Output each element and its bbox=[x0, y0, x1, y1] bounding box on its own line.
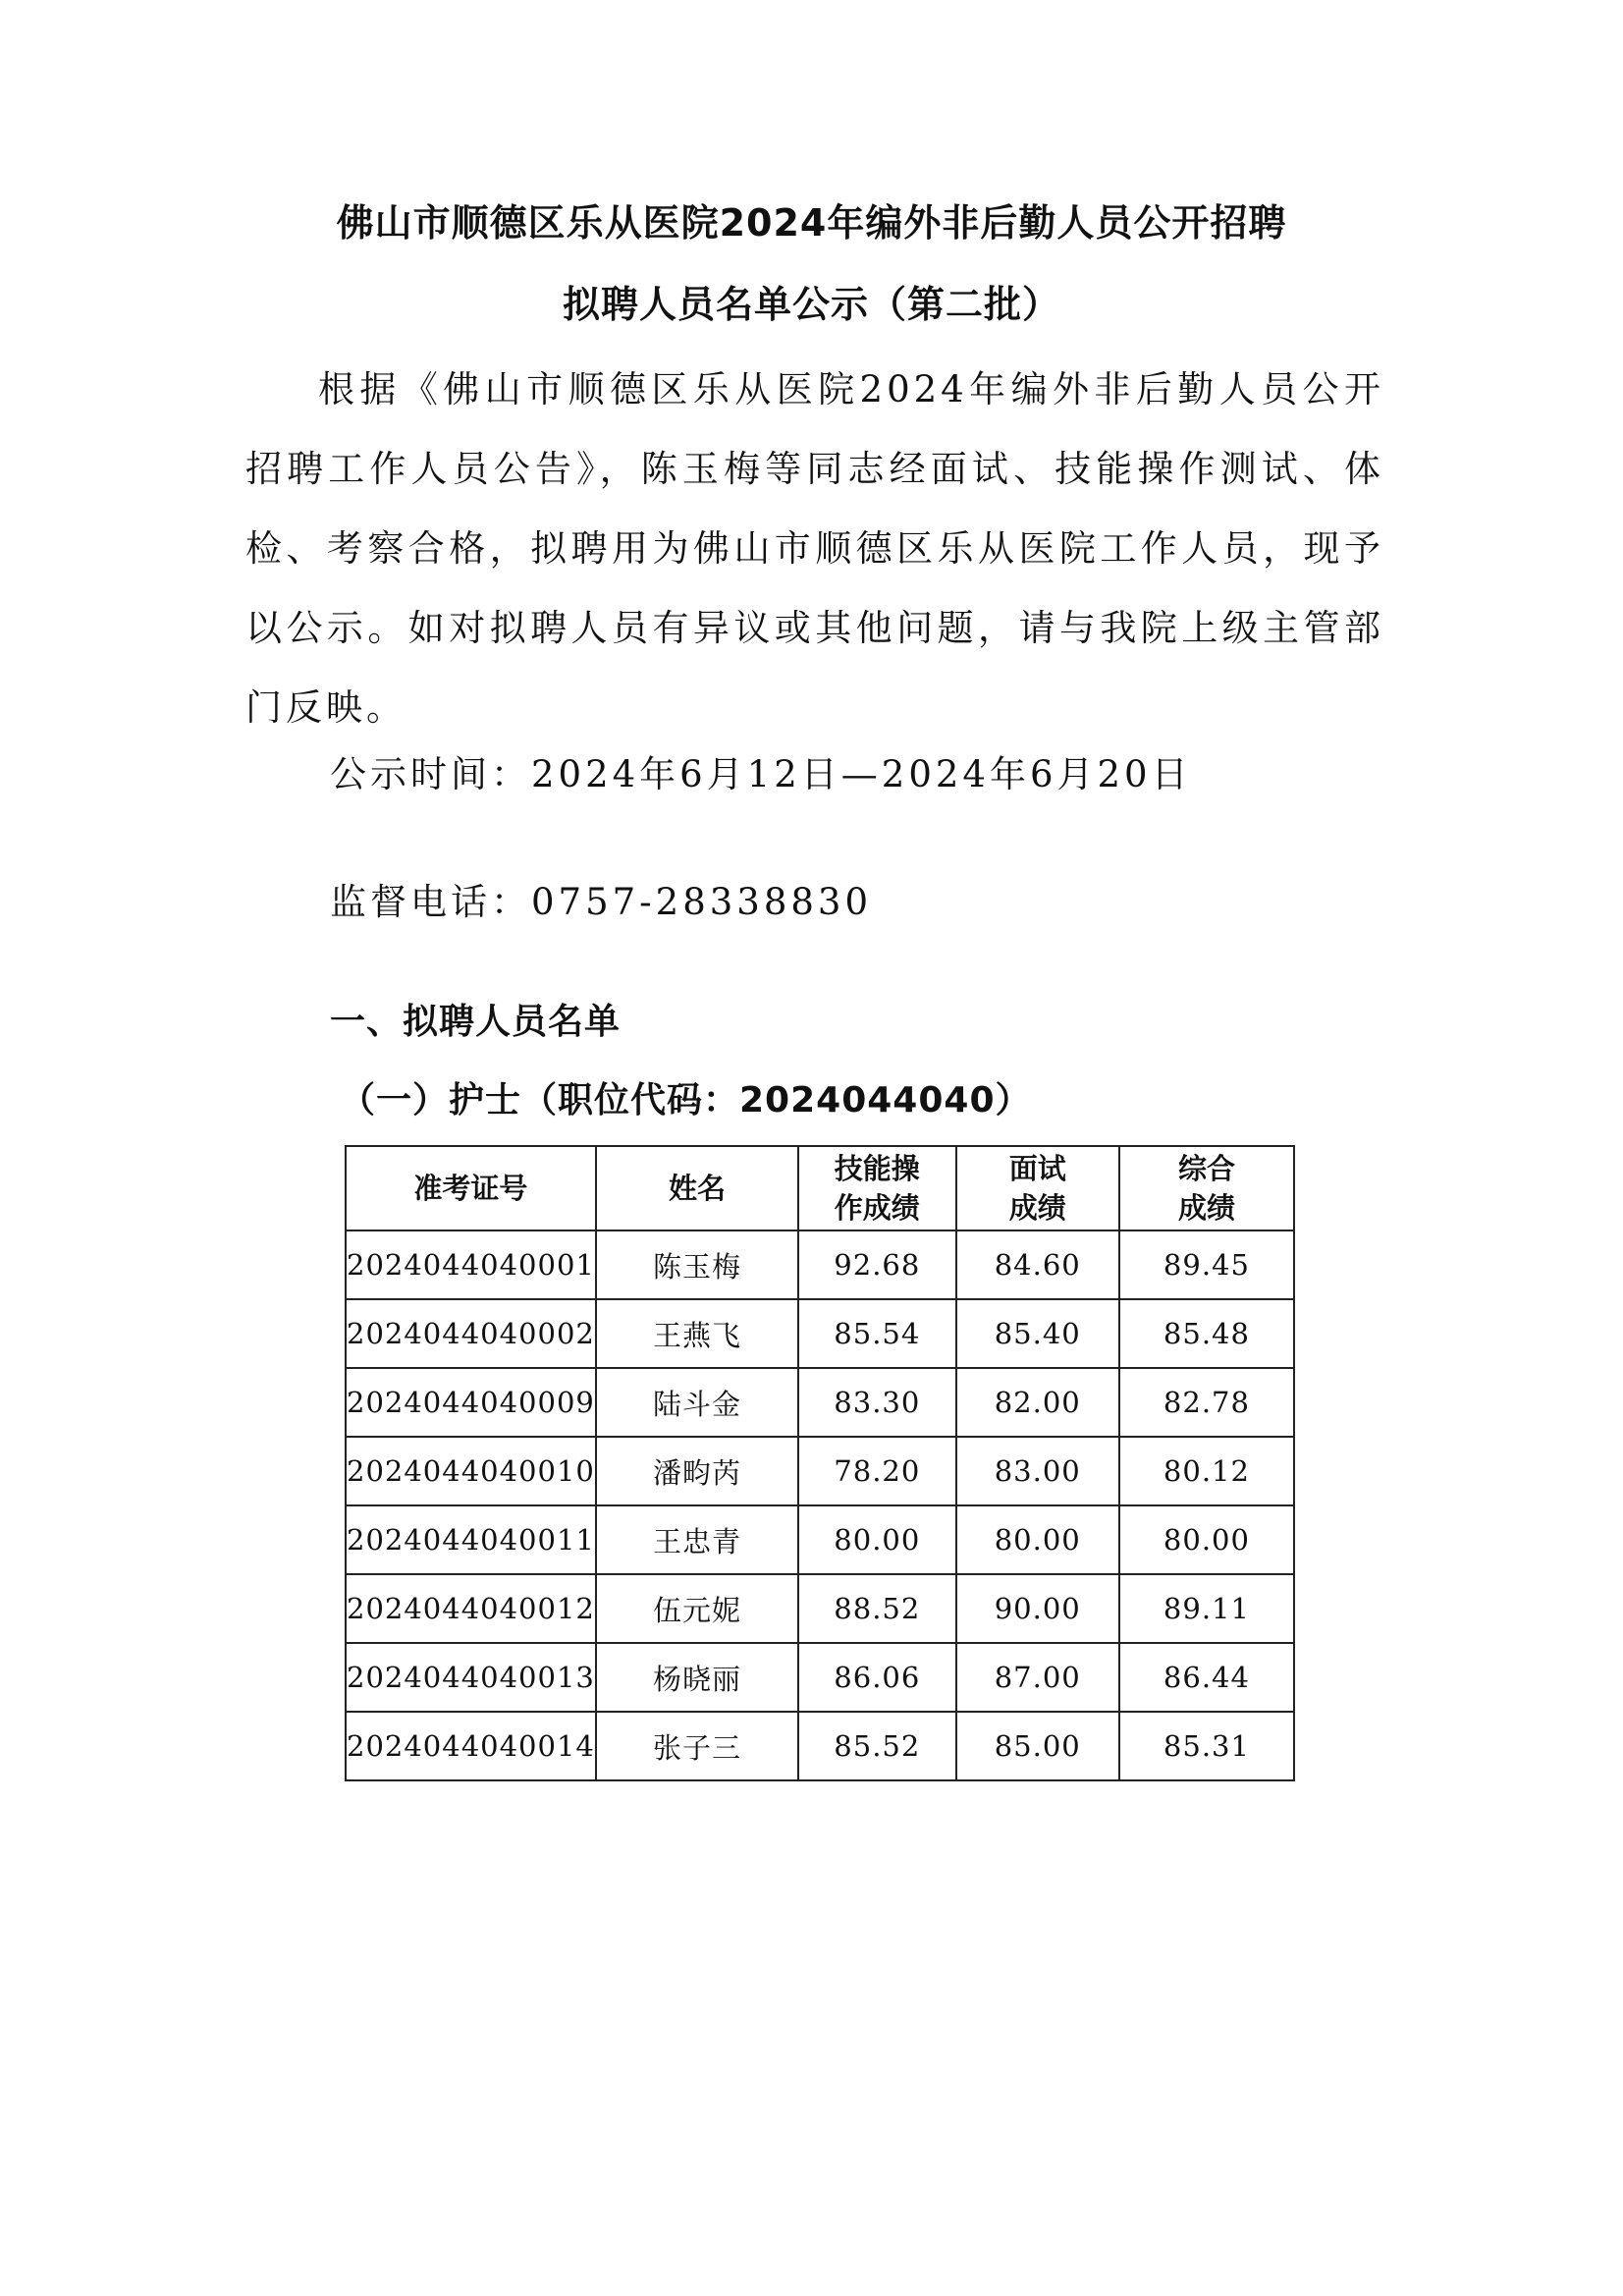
cell-skill-score: 88.52 bbox=[798, 1574, 955, 1643]
header-total-score: 综合 成绩 bbox=[1119, 1146, 1294, 1230]
cell-name: 张子三 bbox=[596, 1712, 798, 1780]
subsection-heading: （一）护士（职位代码：2024044040） bbox=[340, 1080, 1032, 1121]
header-interview-score: 面试 成绩 bbox=[956, 1146, 1119, 1230]
cell-exam-id: 2024044040001 bbox=[346, 1230, 596, 1299]
document-title-line-1: 佛山市顺德区乐从医院2024年编外非后勤人员公开招聘 bbox=[336, 201, 1287, 245]
cell-interview-score: 80.00 bbox=[956, 1505, 1119, 1574]
cell-total-score: 82.78 bbox=[1119, 1368, 1294, 1437]
cell-skill-score: 86.06 bbox=[798, 1643, 955, 1712]
cell-name: 陆斗金 bbox=[596, 1368, 798, 1437]
header-exam-id: 准考证号 bbox=[346, 1146, 596, 1230]
cell-interview-score: 85.40 bbox=[956, 1299, 1119, 1368]
cell-total-score: 80.00 bbox=[1119, 1505, 1294, 1574]
table-header-row bbox=[346, 1146, 1294, 1230]
table-row bbox=[346, 1368, 1294, 1437]
cell-total-score: 85.31 bbox=[1119, 1712, 1294, 1780]
cell-name: 陈玉梅 bbox=[596, 1230, 798, 1299]
cell-total-score: 89.11 bbox=[1119, 1574, 1294, 1643]
table-row bbox=[346, 1643, 1294, 1712]
cell-skill-score: 80.00 bbox=[798, 1505, 955, 1574]
cell-total-score: 89.45 bbox=[1119, 1230, 1294, 1299]
table-row bbox=[346, 1574, 1294, 1643]
cell-name: 潘畇芮 bbox=[596, 1437, 798, 1505]
cell-skill-score: 85.54 bbox=[798, 1299, 955, 1368]
table-row bbox=[346, 1505, 1294, 1574]
cell-interview-score: 83.00 bbox=[956, 1437, 1119, 1505]
cell-interview-score: 85.00 bbox=[956, 1712, 1119, 1780]
table-row bbox=[346, 1230, 1294, 1299]
candidate-table bbox=[345, 1145, 1295, 1781]
cell-interview-score: 90.00 bbox=[956, 1574, 1119, 1643]
section-heading: 一、拟聘人员名单 bbox=[330, 1002, 622, 1042]
table-row bbox=[346, 1712, 1294, 1780]
cell-exam-id: 2024044040013 bbox=[346, 1643, 596, 1712]
supervision-phone: 监督电话：0757-28338830 bbox=[330, 881, 872, 923]
cell-name: 杨晓丽 bbox=[596, 1643, 798, 1712]
cell-skill-score: 78.20 bbox=[798, 1437, 955, 1505]
cell-exam-id: 2024044040009 bbox=[346, 1368, 596, 1437]
header-name: 姓名 bbox=[596, 1146, 798, 1230]
header-skill-score: 技能操 作成绩 bbox=[798, 1146, 955, 1230]
cell-interview-score: 87.00 bbox=[956, 1643, 1119, 1712]
cell-total-score: 86.44 bbox=[1119, 1643, 1294, 1712]
cell-exam-id: 2024044040002 bbox=[346, 1299, 596, 1368]
cell-name: 王忠青 bbox=[596, 1505, 798, 1574]
cell-exam-id: 2024044040014 bbox=[346, 1712, 596, 1780]
notice-period: 公示时间：2024年6月12日—2024年6月20日 bbox=[330, 753, 1192, 795]
cell-name: 伍元妮 bbox=[596, 1574, 798, 1643]
cell-skill-score: 83.30 bbox=[798, 1368, 955, 1437]
cell-name: 王燕飞 bbox=[596, 1299, 798, 1368]
cell-skill-score: 92.68 bbox=[798, 1230, 955, 1299]
table-row bbox=[346, 1437, 1294, 1505]
cell-exam-id: 2024044040010 bbox=[346, 1437, 596, 1505]
cell-exam-id: 2024044040011 bbox=[346, 1505, 596, 1574]
cell-exam-id: 2024044040012 bbox=[346, 1574, 596, 1643]
document-title-line-2: 拟聘人员名单公示（第二批） bbox=[562, 283, 1060, 326]
cell-interview-score: 82.00 bbox=[956, 1368, 1119, 1437]
table-row bbox=[346, 1299, 1294, 1368]
cell-interview-score: 84.60 bbox=[956, 1230, 1119, 1299]
intro-paragraph: 根据《佛山市顺德区乐从医院2024年编外非后勤人员公开招聘工作人员公告》，陈玉梅等同志经面试、技能操作测试、体检、考察合格，拟聘用为佛山市顺德区乐从医院工作人员，现予以公示。如对拟聘人员有异议或其他问题，请与我院上级主管部门反映。 bbox=[245, 368, 1384, 729]
cell-total-score: 85.48 bbox=[1119, 1299, 1294, 1368]
cell-total-score: 80.12 bbox=[1119, 1437, 1294, 1505]
cell-skill-score: 85.52 bbox=[798, 1712, 955, 1780]
